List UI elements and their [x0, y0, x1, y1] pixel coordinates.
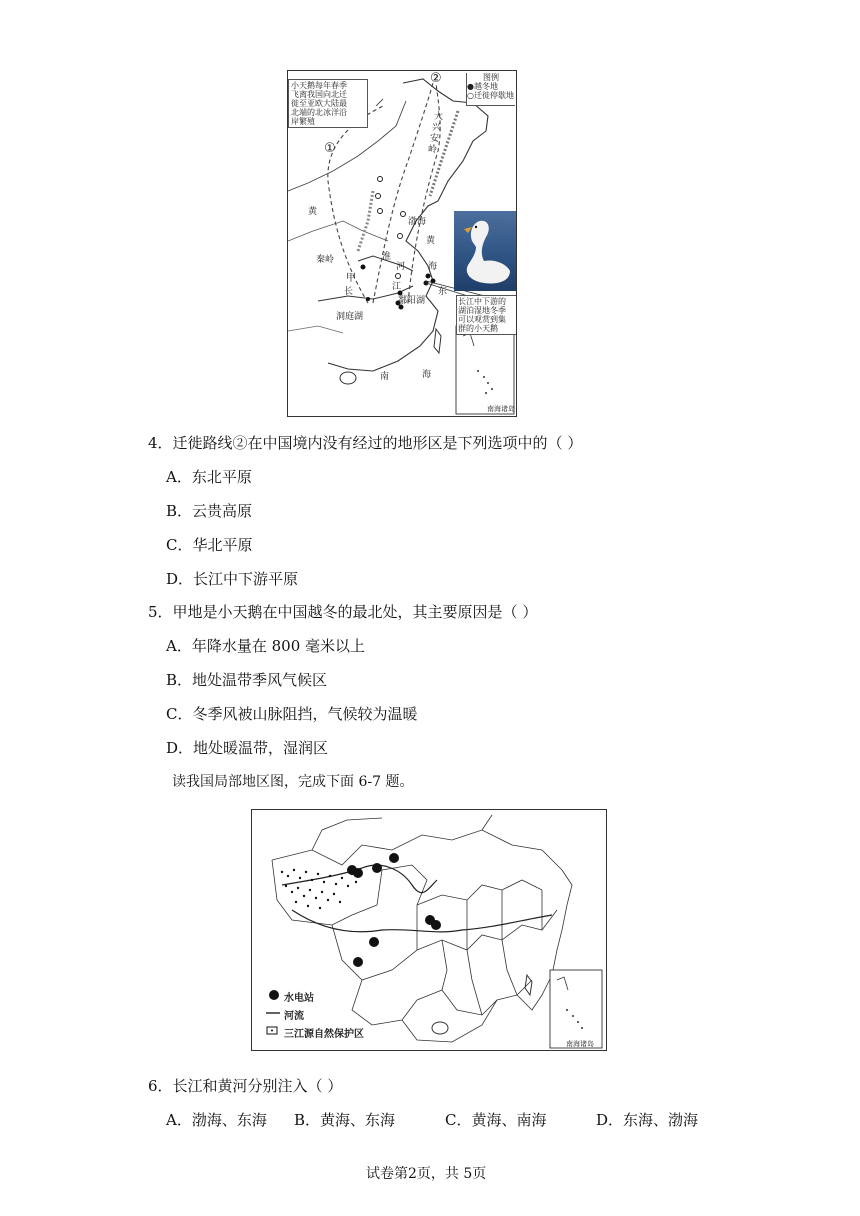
legend-river: 河流: [284, 1011, 304, 1022]
note-yangtze-wetlands: 长江中下游的 湖泊湿地冬季 可以观赏到集 群的小天鹅: [456, 295, 517, 335]
route-1-label: ①: [324, 141, 336, 156]
section-intro: 读我国局部地区图，完成下面 6-7 题。: [172, 774, 414, 790]
question-5-option-b[interactable]: B．地处温带季风气候区: [166, 671, 328, 689]
question-5-option-a[interactable]: A．年降水量在 800 毫米以上: [166, 637, 366, 655]
question-5-option-d[interactable]: D．地处暖温带，湿润区: [166, 739, 329, 757]
route-2-label: ②: [430, 71, 442, 86]
question-6-option-b[interactable]: B．黄海、东海: [294, 1111, 396, 1129]
swan-icon: [454, 211, 516, 291]
question-4-option-d[interactable]: D．长江中下游平原: [166, 570, 299, 588]
legend-title: 图例: [483, 73, 499, 82]
legend-stopover: 迁徙停歇地: [473, 91, 514, 100]
legend-sanjiangyuan: 三江源自然保护区: [284, 1029, 364, 1040]
legend-box: 图例 ●越冬地 ○迁徙停歇地: [466, 73, 515, 106]
legend-wintering: 越冬地: [473, 82, 498, 91]
question-5-stem: 5．甲地是小天鹅在中国越冬的最北处，其主要原因是（ ）: [148, 603, 538, 621]
legend-hydropower: 水电站: [284, 993, 314, 1004]
question-6-option-c[interactable]: C．黄海、南海: [445, 1111, 547, 1129]
hydropower-map: [252, 810, 606, 1050]
hydropower-map-figure: [251, 809, 607, 1051]
nanhai-islands-label-2: 南海诸岛: [566, 1040, 594, 1048]
question-5-option-c[interactable]: C．冬季风被山脉阻挡，气候较为温暖: [166, 705, 418, 723]
migration-map-figure: 图例 ●越冬地 ○迁徙停歇地 小天鹅每年春季 飞离我国向北迁 徙至亚欧大陆最 北端的北冰洋沿 岸繁殖 ① ② 黄 大 兴 安 岭 渤海 黄 海 秦岭 甲 河 淮 长 江 东 鄱阳湖 洞庭湖 南 海 南海诸岛 长江中下游的 湖泊湿地冬季 可以观赏到集 群的小天鹅: [287, 70, 517, 417]
note-spring-migration: 小天鹅每年春季 飞离我国向北迁 徙至亚欧大陆最 北端的北冰洋沿 岸繁殖: [288, 79, 368, 128]
swan-photo: [454, 211, 516, 291]
question-4-stem: 4．迁徙路线②在中国境内没有经过的地形区是下列选项中的（ ）: [148, 434, 583, 452]
question-6-stem: 6．长江和黄河分别注入（ ）: [148, 1077, 343, 1095]
question-4-option-c[interactable]: C．华北平原: [166, 536, 253, 554]
question-4-option-a[interactable]: A．东北平原: [166, 468, 252, 486]
page-footer: 试卷第2页，共 5页: [366, 1166, 487, 1182]
question-6-option-a[interactable]: A．渤海、东海: [166, 1111, 267, 1129]
question-6-option-d[interactable]: D．东海、渤海: [596, 1111, 699, 1129]
question-4-option-b[interactable]: B．云贵高原: [166, 502, 253, 520]
